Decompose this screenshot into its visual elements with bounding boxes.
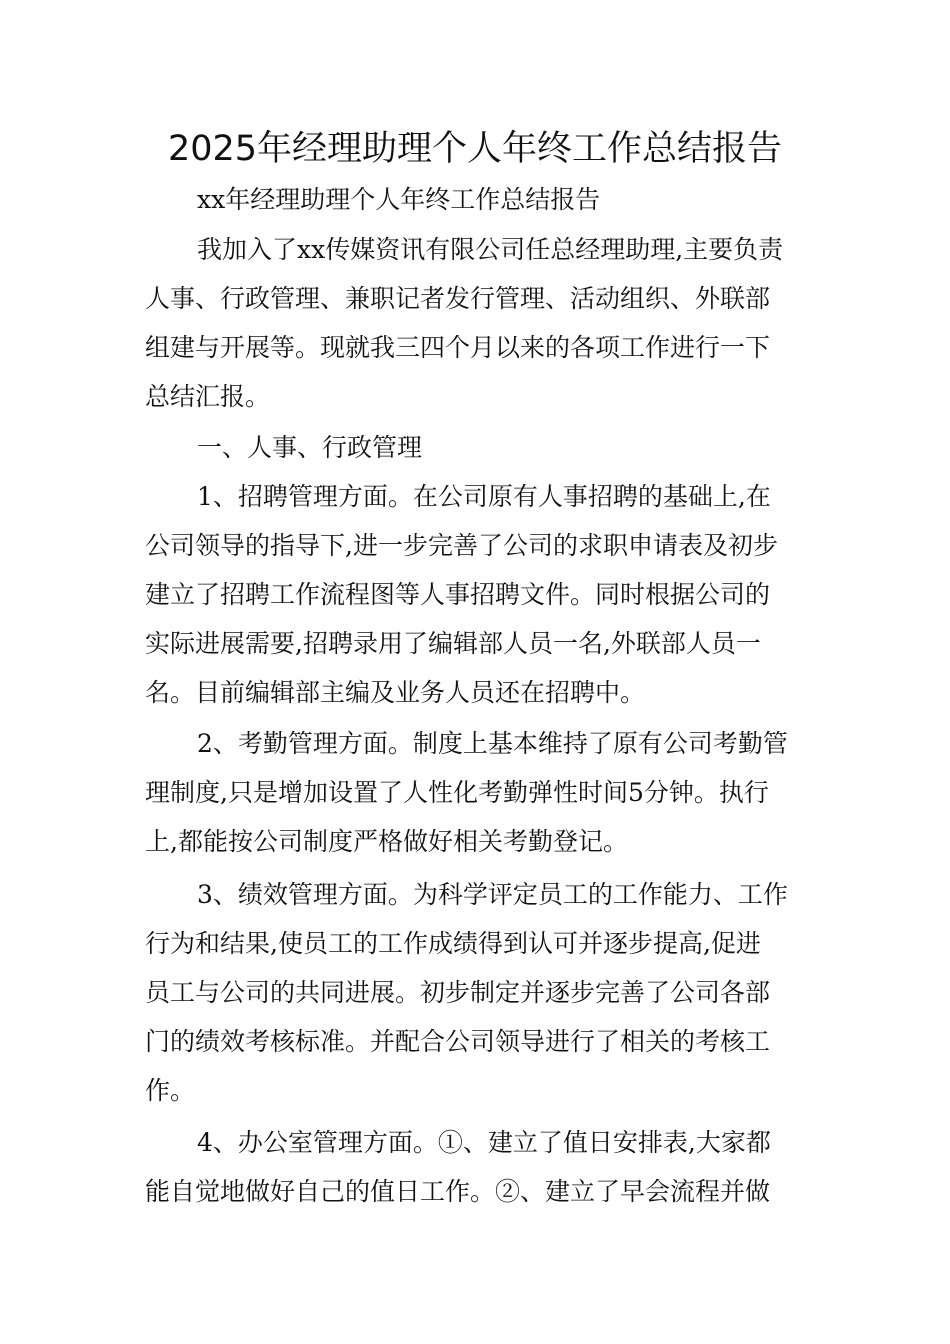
section-heading-text: 一、人事、行政管理 (197, 433, 423, 462)
paragraph-line: 门的绩效考核标准。并配合公司领导进行了相关的考核工 (145, 1027, 771, 1056)
paragraph-line: 实际进展需要,招聘录用了编辑部人员一名,外联部人员一 (145, 629, 761, 658)
paragraph-line: 我加入了xx传媒资讯有限公司任总经理助理,主要负责 (197, 235, 784, 264)
document-title: 2025年经理助理个人年终工作总结报告 (167, 129, 783, 169)
paragraph-line: 总结汇报。 (145, 382, 271, 411)
paragraph-recruitment (145, 472, 807, 717)
document-subtitle: xx年经理助理个人年终工作总结报告 (197, 185, 601, 214)
paragraph-line: 4、办公室管理方面。①、建立了值日安排表,大家都 (197, 1128, 771, 1157)
paragraph-line: 理制度,只是增加设置了人性化考勤弹性时间5分钟。执行 (145, 778, 769, 807)
paragraph-line: 1、招聘管理方面。在公司原有人事招聘的基础上,在 (197, 482, 771, 511)
paragraph-line: 公司领导的指导下,进一步完善了公司的求职申请表及初步 (145, 531, 778, 560)
paragraph-line: 员工与公司的共同进展。初步制定并逐步完善了公司各部 (145, 978, 771, 1007)
paragraph-line: 上,都能按公司制度严格做好相关考勤登记。 (145, 827, 628, 856)
paragraph-line: 名。目前编辑部主编及业务人员还在招聘中。 (145, 678, 646, 707)
paragraph-office (145, 1118, 807, 1216)
paragraph-performance (145, 870, 807, 1115)
paragraph-line: 3、绩效管理方面。为科学评定员工的工作能力、工作 (197, 880, 788, 909)
paragraph-line: 建立了招聘工作流程图等人事招聘文件。同时根据公司的 (145, 580, 771, 609)
paragraph-line: 组建与开展等。现就我三四个月以来的各项工作进行一下 (145, 333, 771, 362)
section-heading-personnel (145, 423, 807, 472)
paragraph-intro (145, 225, 807, 421)
paragraph-attendance (145, 719, 807, 866)
paragraph-line: 人事、行政管理、兼职记者发行管理、活动组织、外联部 (145, 284, 771, 313)
paragraph-line: 2、考勤管理方面。制度上基本维持了原有公司考勤管 (197, 729, 788, 758)
paragraph-line: 行为和结果,使员工的工作成绩得到认可并逐步提高,促进 (145, 929, 761, 958)
paragraph-line: 能自觉地做好自己的值日工作。②、建立了早会流程并做 (145, 1177, 771, 1206)
paragraph-line: 作。 (145, 1076, 196, 1105)
